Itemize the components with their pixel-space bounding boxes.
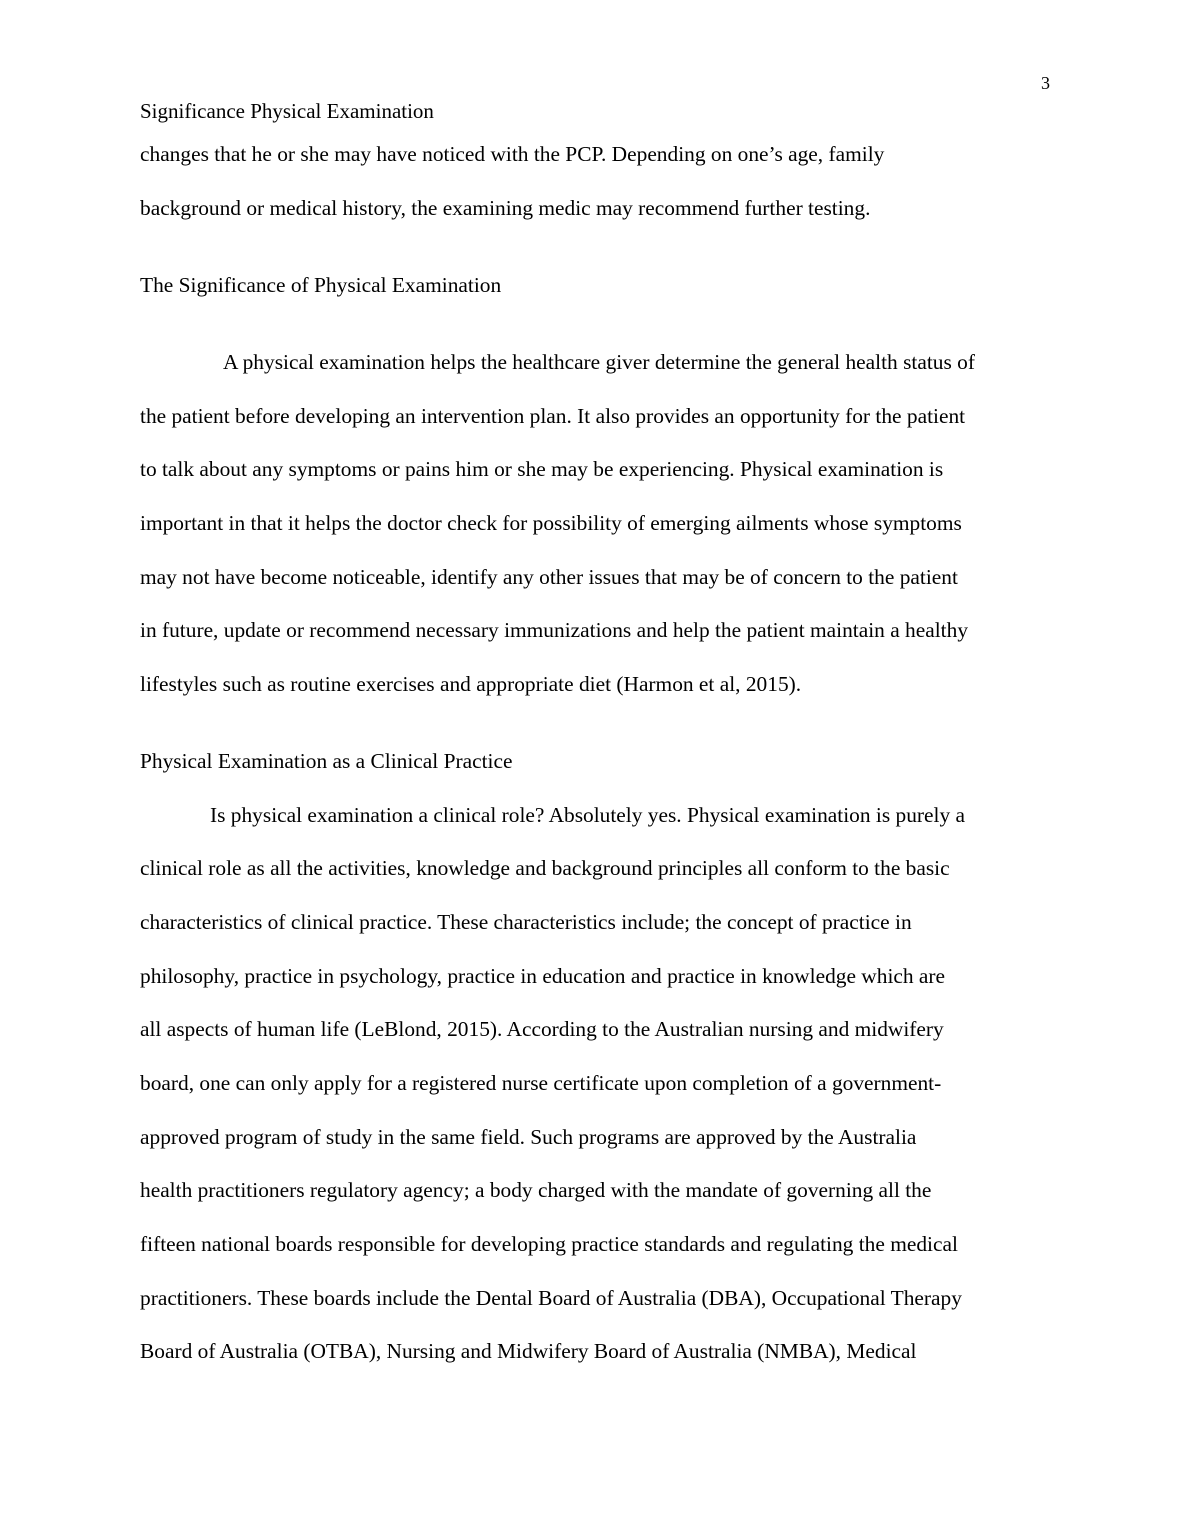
text-line: Board of Australia (OTBA), Nursing and Midwifery Board of Australia (NMBA), Medical	[140, 1339, 917, 1363]
text-line: practitioners. These boards include the Dental Board of Australia (DBA), Occupational Therapy	[140, 1286, 962, 1310]
text-line: important in that it helps the doctor check for possibility of emerging ailments whose symptoms	[140, 511, 962, 535]
text-line: board, one can only apply for a registered nurse certificate upon completion of a government-	[140, 1071, 942, 1095]
running-head: Significance Physical Examination	[140, 99, 434, 123]
text-line: in future, update or recommend necessary immunizations and help the patient maintain a healthy	[140, 618, 969, 642]
text-line: clinical role as all the activities, knowledge and background principles all conform to the basic	[140, 856, 950, 880]
text-line: all aspects of human life (LeBlond, 2015). According to the Australian nursing and midwifery	[140, 1017, 944, 1041]
text-line: to talk about any symptoms or pains him or she may be experiencing. Physical examination is	[140, 457, 944, 481]
text-line: background or medical history, the examining medic may recommend further testing.	[140, 196, 871, 220]
text-line: philosophy, practice in psychology, practice in education and practice in knowledge which are	[140, 964, 946, 988]
text-line: may not have become noticeable, identify any other issues that may be of concern to the patient	[140, 565, 958, 589]
section-heading: Physical Examination as a Clinical Practice	[140, 749, 513, 773]
page-number: 3	[1041, 73, 1050, 93]
text-line: health practitioners regulatory agency; a body charged with the mandate of governing all the	[140, 1178, 932, 1202]
text-line: characteristics of clinical practice. These characteristics include; the concept of practice in	[140, 910, 912, 934]
text-line: lifestyles such as routine exercises and appropriate diet (Harmon et al, 2015).	[140, 672, 802, 696]
text-line: approved program of study in the same field. Such programs are approved by the Australia	[140, 1125, 917, 1149]
text-line: the patient before developing an intervention plan. It also provides an opportunity for the patient	[140, 404, 966, 428]
text-line: A physical examination helps the healthcare giver determine the general health status of	[223, 350, 975, 374]
section-heading: The Significance of Physical Examination	[140, 273, 502, 297]
text-line: fifteen national boards responsible for developing practice standards and regulating the medical	[140, 1232, 958, 1256]
text-line: Is physical examination a clinical role? Absolutely yes. Physical examination is purely a	[210, 803, 966, 827]
text-line: changes that he or she may have noticed with the PCP. Depending on one’s age, family	[140, 142, 885, 166]
